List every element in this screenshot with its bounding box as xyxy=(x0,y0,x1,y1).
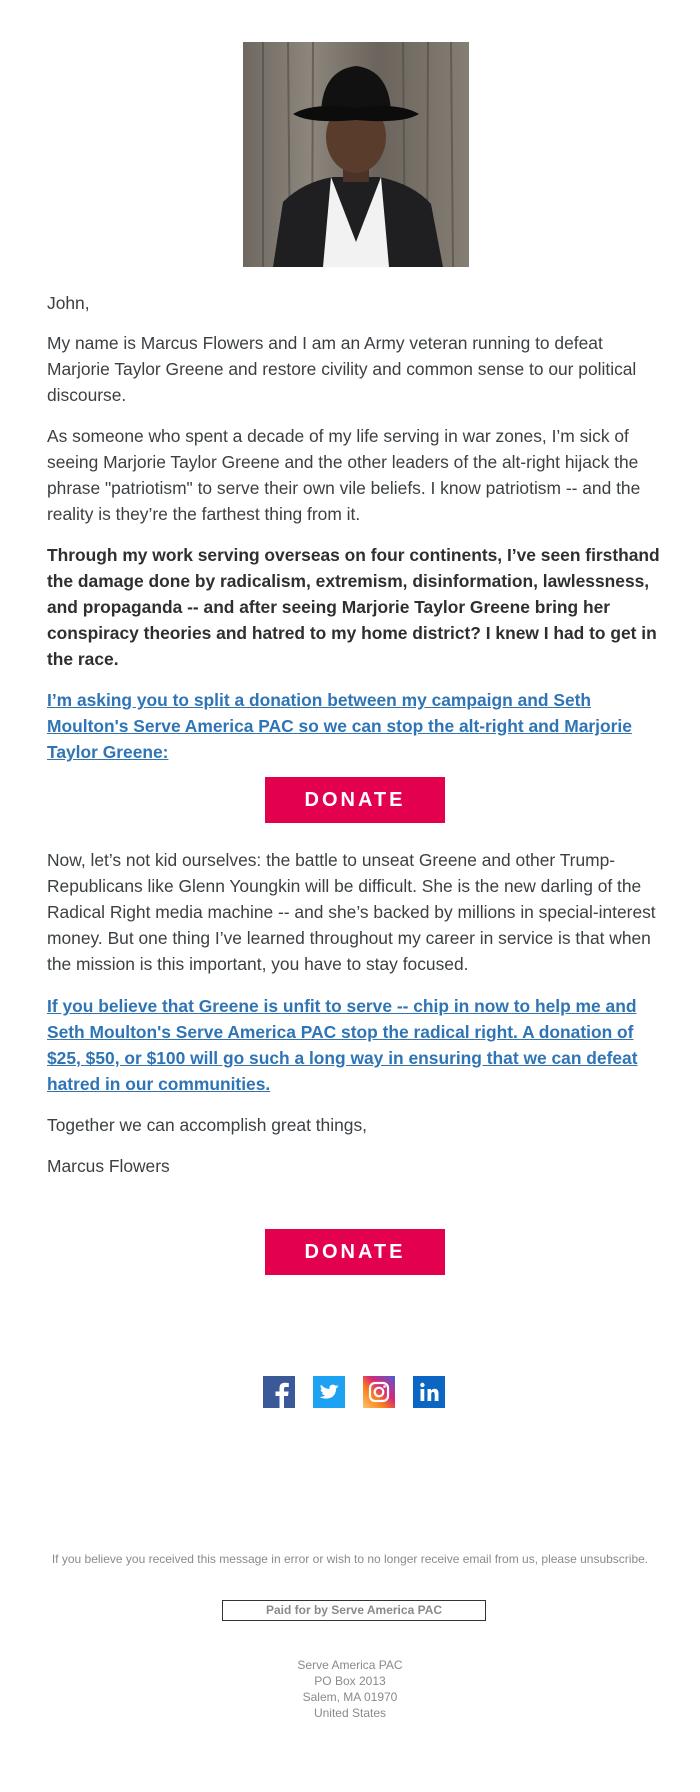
chip-in-link[interactable]: If you believe that Greene is unfit to serve -- chip in now to help me and Seth Moulton's Serve America PAC stop the radical right. A donation of $25, $50, or $100 will go such a long way in ensuring that we can defeat hatred in our communities. xyxy=(47,996,638,1094)
paid-for-disclaimer: Paid for by Serve America PAC xyxy=(222,1600,486,1621)
linkedin-icon[interactable] xyxy=(413,1376,445,1408)
unsubscribe-notice[interactable]: If you believe you received this message in error or wish to no longer receive email from us, please unsubscribe. xyxy=(51,1552,649,1566)
greeting: John, xyxy=(47,293,90,313)
battle-paragraph: Now, let’s not kid ourselves: the battle to unseat Greene and other Trump-Republicans like Glenn Youngkin will be difficult. She is the new darling of the Radical Right media machine -- and she’s backed by millions in special-interest money. But one thing I’ve learned throughout my career in service is that when the mission is this important, you have to stay focused. xyxy=(47,850,656,974)
facebook-icon[interactable] xyxy=(263,1376,295,1408)
donation-split-link[interactable]: I’m asking you to split a donation between my campaign and Seth Moulton's Serve America PAC so we can stop the alt-right and Marjorie Taylor Greene: xyxy=(47,690,632,762)
candidate-photo xyxy=(243,42,469,267)
war-zones-paragraph: As someone who spent a decade of my life serving in war zones, I’m sick of seeing Marjorie Taylor Greene and the other leaders of the alt-right hijack the phrase "patriotism" to serve their own vile beliefs. I know patriotism -- and the reality is they’re the farthest thing from it. xyxy=(47,426,641,524)
closing-line: Together we can accomplish great things, xyxy=(47,1115,367,1135)
address-line: Salem, MA 01970 xyxy=(302,1690,398,1704)
address-line: PO Box 2013 xyxy=(314,1674,386,1688)
donate-button-2[interactable]: DONATE xyxy=(265,1229,445,1275)
address-line: United States xyxy=(313,1706,387,1720)
twitter-icon[interactable] xyxy=(313,1376,345,1408)
social-links xyxy=(263,1376,445,1408)
instagram-icon[interactable] xyxy=(363,1376,395,1408)
intro-paragraph: My name is Marcus Flowers and I am an Army veteran running to defeat Marjorie Taylor Greene and restore civility and common sense to our political discourse. xyxy=(47,333,637,405)
overseas-paragraph: Through my work serving overseas on four continents, I’ve seen firsthand the damage done by radicalism, extremism, disinformation, lawlessness, and propaganda -- and after seeing Marjorie Taylor Greene bring her conspiracy theories and hatred to my home district? I knew I had to get in the race. xyxy=(47,545,660,669)
signature: Marcus Flowers xyxy=(47,1156,170,1176)
donate-button-1[interactable]: DONATE xyxy=(265,777,445,823)
address-line: Serve America PAC xyxy=(297,1658,403,1672)
mailing-address xyxy=(0,1657,700,1721)
